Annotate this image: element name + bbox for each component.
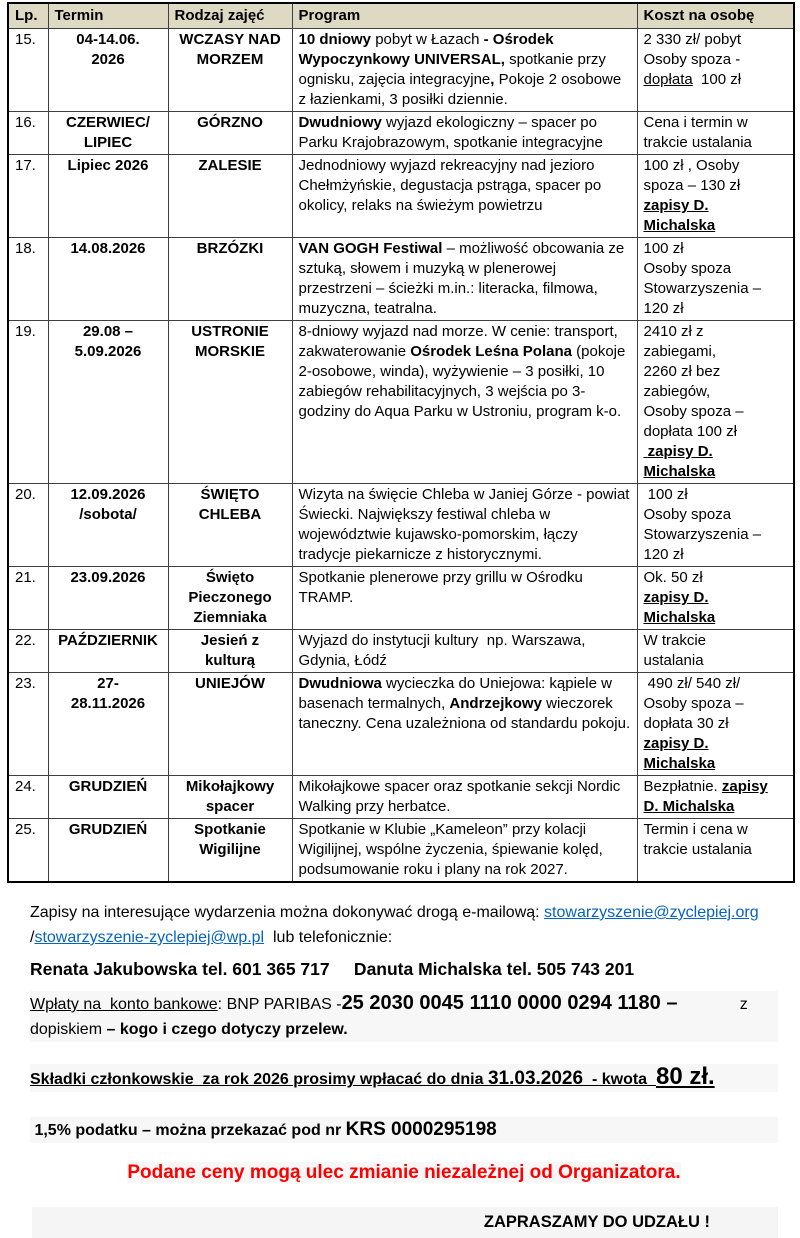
price-disclaimer [30,1160,778,1186]
cell-termin-line: CZERWIEC/ [66,114,150,131]
cell-program [292,238,637,321]
schedule-table [7,2,795,883]
text-segment: ZAPRASZAMY DO UDZAŁU ! [483,1213,710,1231]
text-segment: Dwudniowa [298,675,382,692]
cell-termin-line: 12.09.2026 [70,486,146,503]
text-segment: pobyt w Łazach [371,31,484,48]
cell-termin [48,630,168,673]
cell-lp: 15. [8,29,48,112]
text-segment: Ośrodek Leśna Polana [410,343,572,360]
cell-rodzaj [168,630,292,673]
text-segment: W trakcie [643,632,707,649]
invitation-banner [32,1207,778,1238]
cell-rodzaj [168,567,292,630]
cell-rodzaj-line: CHLEBA [198,506,262,523]
text-segment: Spotkanie w Klubie „Kameleon” przy kolacji Wigilijnej, wspólne życzenia, śpiewanie kolęd, podsumowanie roku i plany na rok 2027. [298,821,607,878]
text-segment: dopłata 30 zł [643,715,729,732]
cell-lp: 23. [8,673,48,776]
text-segment: Michalska [643,755,716,772]
cell-koszt [637,567,794,630]
text-segment: - Ośrodek Wypoczynkowy UNIVERSAL, [298,31,558,68]
cell-rodzaj [168,321,292,484]
cell-koszt [637,776,794,819]
cell-termin [48,321,168,484]
text-segment: 2410 zł z [643,323,704,340]
text-segment: 10 dniowy [298,31,372,48]
cell-termin [48,29,168,112]
cell-rodzaj-line: Święto [205,569,255,586]
cell-rodzaj-line: MORSKIE [194,343,265,360]
cell-program [292,112,637,155]
text-segment: VAN GOGH Festiwal [298,240,443,257]
cell-koszt [637,819,794,883]
text-segment: wyjazd ekologiczny – spacer po Parku Krajobrazowym, spotkanie integracyjne [298,114,603,151]
cell-lp: 17. [8,155,48,238]
cell-termin [48,112,168,155]
text-segment: Cena i termin w [643,114,748,131]
cell-koszt [637,238,794,321]
text-segment: 100 zł [643,486,688,503]
cell-rodzaj-line: kulturą [204,652,255,669]
table-row [8,484,794,567]
text-segment: zabiegami, [643,343,717,360]
table-row [8,819,794,883]
text-segment: (pokoje 2-osobowe, winda), wyżywienie – 3 posiłki, 10 zabiegów rehabilitacyjnych, 3 wejścia po 3-godziny do Aqua Parku w Ustroniu, program k-o. [298,343,630,420]
cell-program [292,630,637,673]
text-segment: Osoby spoza [643,260,732,277]
cell-koszt [637,29,794,112]
cell-rodzaj-line: Mikołajkowy [185,778,275,795]
footer-notes [7,900,793,1238]
text-segment: 490 zł/ 540 zł/ [643,675,741,692]
text-segment: Renata Jakubowska tel. 601 365 717 Danuta Michalska tel. 505 743 201 [30,959,635,979]
cell-koszt [637,630,794,673]
text-segment: Stowarzyszenia – [643,526,762,543]
text-segment: Michalska [643,217,716,234]
email-link[interactable]: stowarzyszenie-zyclepiej@wp.pl [34,929,265,946]
cell-termin [48,776,168,819]
cell-rodzaj [168,238,292,321]
text-segment: 100 zł [643,240,684,257]
text-segment: Wpłaty na konto bankowe [30,996,218,1013]
cell-koszt [637,321,794,484]
column-header-rodzaj: Rodzaj zajęć [168,3,292,29]
text-segment: Osoby spoza [643,506,732,523]
text-segment: 2260 zł bez [643,363,721,380]
cell-termin-line: LIPIEC [83,134,133,151]
cell-termin-line: 23.09.2026 [70,569,146,586]
cell-termin-line: GRUDZIEŃ [68,778,148,795]
text-segment: 8-dniowy wyjazd nad morze. W cenie: transport, zakwaterowanie [298,323,622,360]
cell-koszt [637,155,794,238]
cell-termin-line: 27- [97,675,119,692]
cell-lp: 18. [8,238,48,321]
cell-lp: 20. [8,484,48,567]
text-segment: zapisy D. [643,589,709,606]
text-segment: Pokoje 2 osobowe z łazienkami, 3 posiłki dziennie. [298,71,626,108]
text-segment: trakcie ustalania [643,134,752,151]
text-segment: - kwota [583,1071,656,1088]
column-header-lp: Lp. [8,3,48,29]
cell-lp: 24. [8,776,48,819]
cell-rodzaj-line: Ziemniaka [193,609,267,626]
table-row [8,567,794,630]
cell-program [292,155,637,238]
membership-fee [30,1064,778,1092]
cell-termin [48,484,168,567]
cell-rodzaj-line: BRZÓZKI [196,240,264,257]
cell-termin-line: Lipiec 2026 [67,157,149,174]
cell-rodzaj-line: Pieczonego [188,589,272,606]
bank-account [30,991,778,1042]
text-segment: Ok. 50 zł [643,569,703,586]
text-segment: spotkanie przy ognisku, zajęcia integracyjne [298,51,610,88]
text-segment: Wizyta na święcie Chleba w Janiej Górze - powiat Świecki. Największy festiwal chleba w województwie kujawsko-pomorskim, łączy tradycje piekarnicze z historycznymi. [298,486,634,563]
text-segment: 120 zł [643,300,684,317]
table-row [8,238,794,321]
text-segment: 120 zł [643,546,684,563]
text-segment: 100 zł , Osoby [643,157,740,174]
cell-rodzaj [168,155,292,238]
text-segment: Składki członkowskie za rok 2026 prosimy wpłacać do dnia [30,1071,488,1088]
cell-termin-line: 2026 [91,51,125,68]
cell-termin [48,567,168,630]
text-segment: wycieczka do Uniejowa: kąpiele w basenach termalnych, [298,675,617,712]
text-segment: 31.03.2026 [487,1068,584,1089]
contact-phones [30,957,778,982]
text-segment: Spotkanie plenerowe przy grillu w Ośrodku TRAMP. [298,569,587,606]
text-segment: Podane ceny mogą ulec zmianie niezależnej od Organizatora. [127,1162,681,1183]
cell-termin-line: 14.08.2026 [70,240,146,257]
cell-program [292,673,637,776]
cell-termin-line: PAŹDZIERNIK [58,632,158,649]
cell-rodzaj-line: MORZEM [196,51,264,68]
cell-koszt [637,112,794,155]
table-header-row [8,3,794,29]
column-header-program: Program [292,3,637,29]
cell-termin-line: 5.09.2026 [74,343,142,360]
cell-termin-line: /sobota/ [79,506,137,523]
text-segment: / [30,929,35,946]
cell-rodzaj-line: ZALESIE [198,157,262,174]
text-segment: Wyjazd do instytucji kultury np. Warszawa, Gdynia, Łódź [298,632,590,669]
cell-rodzaj [168,776,292,819]
text-segment: zapisy D. [643,443,713,460]
text-segment: ustalania [643,652,704,669]
cell-rodzaj-line: UNIEJÓW [194,675,265,692]
cell-termin [48,238,168,321]
table-row [8,321,794,484]
table-row [8,630,794,673]
cell-rodzaj [168,673,292,776]
cell-termin [48,155,168,238]
email-link[interactable]: stowarzyszenie@zyclepiej.org [544,904,759,921]
table-body [8,29,794,883]
cell-termin [48,673,168,776]
text-segment: Osoby spoza - [643,51,741,68]
cell-rodzaj [168,484,292,567]
text-segment: zapisy D. [643,197,709,214]
text-segment: Stowarzyszenia – [643,280,762,297]
signup-info [30,900,778,950]
text-segment: 25 2030 0045 1110 0000 0294 1180 – [341,992,678,1014]
cell-rodzaj-line: GÓRZNO [197,114,263,131]
text-segment: zabiegów, [643,383,711,400]
cell-termin-line: 04-14.06. [76,31,140,48]
cell-rodzaj [168,112,292,155]
cell-termin-line: 29.08 – [82,323,134,340]
cell-program [292,819,637,883]
table-row [8,155,794,238]
cell-termin-line: 28.11.2026 [70,695,146,712]
text-segment: z dopiskiem [30,996,748,1038]
text-segment: Michalska [643,609,716,626]
cell-program [292,29,637,112]
text-segment: dopłata 100 zł [643,423,737,440]
cell-rodzaj-line: USTRONIE [191,323,269,340]
cell-rodzaj-line: Spotkanie [194,821,266,838]
text-segment: trakcie ustalania [643,841,752,858]
cell-koszt [637,484,794,567]
cell-koszt [637,673,794,776]
text-segment: Zapisy na interesujące wydarzenia można dokonywać drogą e-mailową: [30,904,545,921]
cell-rodzaj-line: Jesień z [200,632,260,649]
table-row [8,673,794,776]
cell-program [292,776,637,819]
cell-rodzaj [168,29,292,112]
text-segment: : BNP PARIBAS - [217,996,342,1013]
text-segment: 1,5% podatku – można przekazać pod nr [30,1122,346,1139]
text-segment: 2 330 zł/ pobyt [643,31,742,48]
text-segment: wieczorek taneczny. Cena uzależniona od standardu pokoju. [298,695,631,732]
column-header-termin: Termin [48,3,168,29]
cell-program [292,321,637,484]
text-segment: Michalska [643,463,716,480]
text-segment: zapisy [721,778,768,795]
text-segment: 100 zł [692,71,742,88]
cell-program [292,567,637,630]
cell-rodzaj-line: spacer [205,798,255,815]
text-segment: Osoby spoza – [643,403,744,420]
text-segment: 80 zł. [655,1063,715,1090]
cell-termin-line: GRUDZIEŃ [68,821,148,838]
text-segment: Termin i cena w [643,821,748,838]
text-segment: lub telefonicznie: [264,929,393,946]
cell-lp: 22. [8,630,48,673]
cell-rodzaj-line: WCZASY NAD [179,31,281,48]
text-segment: Andrzejkowy [449,695,542,712]
text-segment: , [490,71,495,88]
text-segment: – kogo i czego dotyczy przelew. [106,1021,348,1038]
text-segment: KRS 0000295198 [345,1119,497,1140]
text-segment: D. Michalska [643,798,735,815]
cell-lp: 21. [8,567,48,630]
table-row [8,776,794,819]
cell-lp: 25. [8,819,48,883]
text-segment: zapisy D. [643,735,709,752]
tax-donation [30,1117,778,1143]
text-segment: Dwudniowy [298,114,382,131]
table-row [8,29,794,112]
cell-rodzaj-line: ŚWIĘTO [200,486,260,503]
cell-program [292,484,637,567]
text-segment: Osoby spoza – [643,695,744,712]
text-segment: Bezpłatnie. [643,778,722,795]
column-header-koszt: Koszt na osobę [637,3,794,29]
table-row [8,112,794,155]
text-segment: dopłata [643,71,693,88]
cell-termin [48,819,168,883]
text-segment: spoza – 130 zł [643,177,741,194]
cell-lp: 16. [8,112,48,155]
text-segment: Jednodniowy wyjazd rekreacyjny nad jezioro Chełmżyńskie, degustacja pstrąga, spacer po okolicy, relaks na świeżym powietrzu [298,157,606,214]
text-segment: Mikołajkowe spacer oraz spotkanie sekcji Nordic Walking przy herbatce. [298,778,625,815]
text-segment: – możliwość obcowania ze sztuką, słowem i muzyką w plenerowej przestrzeni – ścieżki m.in.: literacka, filmowa, muzyczna, teatralna. [298,240,629,317]
cell-rodzaj [168,819,292,883]
cell-rodzaj-line: Wigilijne [199,841,261,858]
cell-lp: 19. [8,321,48,484]
